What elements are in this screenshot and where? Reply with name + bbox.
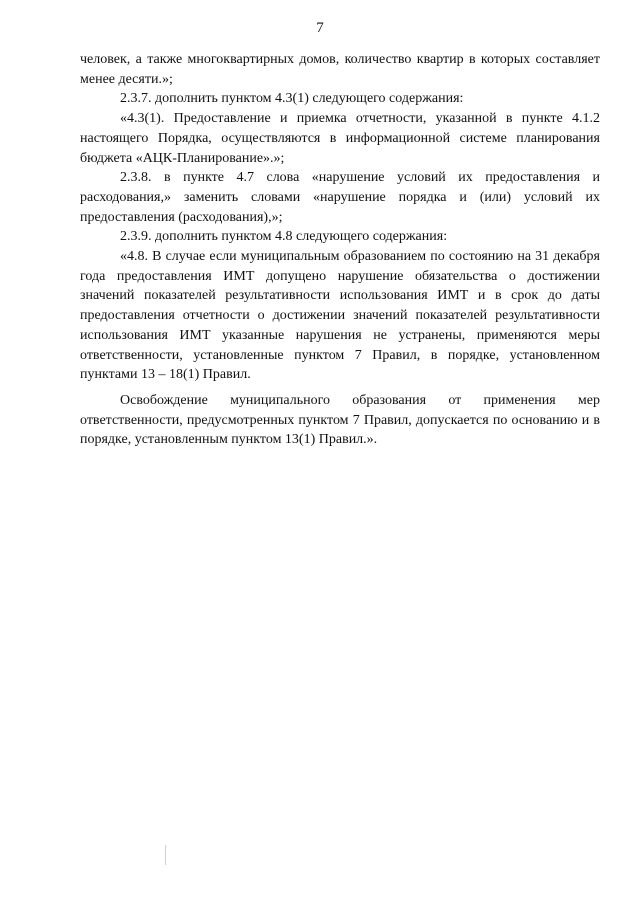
paragraph-2-3-7: 2.3.7. дополнить пунктом 4.3(1) следующего содержания: (120, 91, 464, 107)
paragraph-2-3-8: 2.3.8. в пункте 4.7 слова «нарушение условий их предоставления и расходования,» заменить словами «нарушение порядка и (или) условий их предоставления (расходования),»; (80, 170, 600, 225)
document-body (80, 50, 600, 450)
paragraph-4-3-1: «4.3(1). Предоставление и приемка отчетности, указанной в пункте 4.1.2 настоящего Порядка, осуществляются в информационной системе планирования бюджета «АЦК-Планирование».»; (80, 111, 600, 166)
page-number: 7 (316, 20, 324, 36)
paragraph-4-8: «4.8. В случае если муниципальным образованием по состоянию на 31 декабря года предоставления ИМТ допущено нарушение обязательства о достижении значений показателей результативности использования ИМТ и в срок до даты предоставления отчетности о достижении значений показателей результативности использования ИМТ указанные нарушения не устранены, применяются меры ответственности, установленные пунктом 7 Правил, в порядке, установленном пунктами 13 – 18(1) Правил. (80, 249, 600, 383)
scan-artifact (165, 845, 166, 865)
paragraph-continuation: человек, а также многоквартирных домов, количество квартир в которых составляет менее десяти.»; (80, 52, 600, 87)
paragraph-exemption: Освобождение муниципального образования от применения мер ответственности, предусмотренных пунктом 7 Правил, допускается по основанию и в порядке, установленным пунктом 13(1) Правил.». (80, 392, 600, 448)
paragraph-2-3-9: 2.3.9. дополнить пунктом 4.8 следующего содержания: (120, 229, 448, 245)
